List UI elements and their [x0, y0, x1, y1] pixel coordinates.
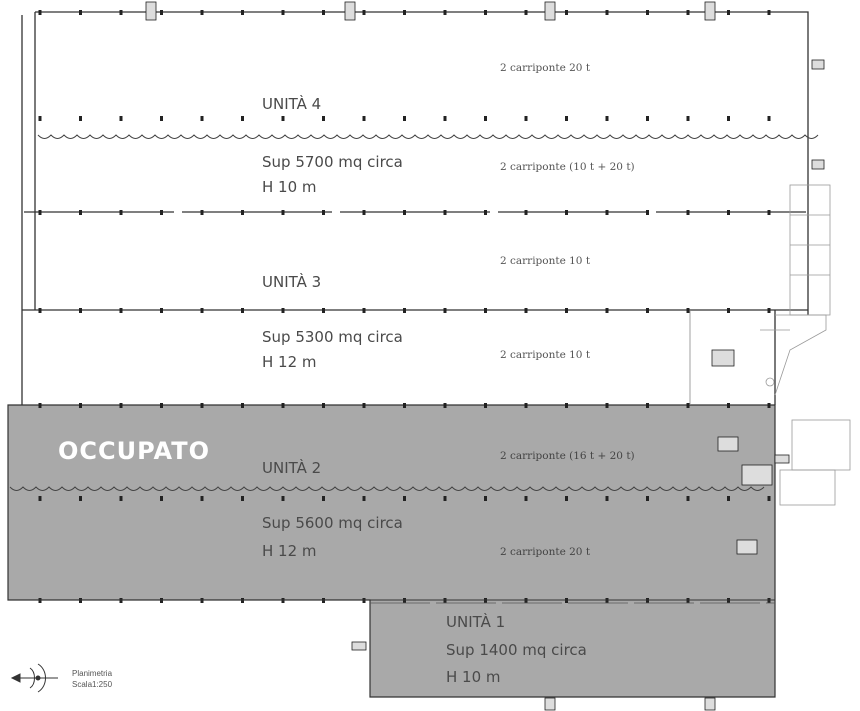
- column-mark: [363, 403, 366, 408]
- column-mark: [39, 210, 42, 215]
- column-mark: [565, 116, 568, 121]
- column-mark: [768, 403, 771, 408]
- column-mark: [160, 116, 163, 121]
- column-mark: [363, 308, 366, 313]
- column-mark: [403, 496, 406, 501]
- column-mark: [201, 308, 204, 313]
- column-mark: [484, 10, 487, 15]
- column-mark: [282, 403, 285, 408]
- column-mark: [39, 308, 42, 313]
- column-mark: [282, 210, 285, 215]
- unit-2-crane-1: 2 carriponte (16 t + 20 t): [500, 450, 635, 462]
- unit-4-area: Sup 5700 mq circa: [262, 153, 403, 171]
- column-mark: [565, 496, 568, 501]
- column-mark: [363, 10, 366, 15]
- column-mark: [646, 403, 649, 408]
- unit-2-crane-2: 2 carriponte 20 t: [500, 546, 591, 558]
- column-mark: [565, 210, 568, 215]
- column-mark: [727, 308, 730, 313]
- column-mark: [322, 308, 325, 313]
- column-mark: [322, 10, 325, 15]
- column-mark: [363, 116, 366, 121]
- column-mark: [403, 116, 406, 121]
- column-mark: [160, 10, 163, 15]
- column-mark: [606, 496, 609, 501]
- column-mark: [606, 403, 609, 408]
- column-mark: [484, 210, 487, 215]
- unit-2-height: H 12 m: [262, 542, 317, 560]
- unit-2-area: Sup 5600 mq circa: [262, 514, 403, 532]
- column-mark: [241, 308, 244, 313]
- column-mark: [525, 10, 528, 15]
- unit-1-name: UNITÀ 1: [446, 613, 506, 631]
- column-mark: [687, 308, 690, 313]
- unit-3-height: H 12 m: [262, 353, 317, 371]
- column-mark: [646, 308, 649, 313]
- column-mark: [525, 116, 528, 121]
- column-mark: [687, 116, 690, 121]
- column-mark: [727, 403, 730, 408]
- column-mark: [322, 496, 325, 501]
- column-mark: [687, 403, 690, 408]
- occupied-label: OCCUPATO: [58, 437, 210, 465]
- column-mark: [768, 496, 771, 501]
- column-mark: [768, 10, 771, 15]
- column-mark: [606, 10, 609, 15]
- unit-3-area: Sup 5300 mq circa: [262, 328, 403, 346]
- column-mark: [160, 210, 163, 215]
- column-mark: [39, 10, 42, 15]
- column-mark: [79, 10, 82, 15]
- column-mark: [687, 496, 690, 501]
- column-mark: [727, 10, 730, 15]
- column-mark: [484, 116, 487, 121]
- column-mark: [646, 496, 649, 501]
- column-mark: [484, 403, 487, 408]
- column-mark: [39, 403, 42, 408]
- column-mark: [768, 308, 771, 313]
- column-mark: [363, 496, 366, 501]
- column-mark: [444, 308, 447, 313]
- column-mark: [201, 496, 204, 501]
- column-mark: [565, 403, 568, 408]
- column-mark: [525, 403, 528, 408]
- unit-2-name: UNITÀ 2: [262, 459, 322, 477]
- legend-title: Planimetria: [72, 669, 113, 678]
- unit-4-crane-2: 2 carriponte (10 t + 20 t): [500, 161, 635, 173]
- column-mark: [241, 10, 244, 15]
- unit-3-crane-1: 2 carriponte 10 t: [500, 255, 591, 267]
- building-outline: [22, 12, 808, 405]
- unit-1-height: H 10 m: [446, 668, 501, 686]
- column-mark: [727, 496, 730, 501]
- column-mark: [606, 308, 609, 313]
- column-mark: [444, 10, 447, 15]
- column-mark: [525, 308, 528, 313]
- column-mark: [768, 210, 771, 215]
- column-mark: [39, 116, 42, 121]
- column-mark: [120, 496, 123, 501]
- column-mark: [79, 210, 82, 215]
- column-mark: [322, 116, 325, 121]
- column-mark: [282, 496, 285, 501]
- column-mark: [282, 116, 285, 121]
- column-mark: [606, 210, 609, 215]
- column-mark: [403, 308, 406, 313]
- column-mark: [241, 403, 244, 408]
- north-arrow-icon: [12, 664, 58, 692]
- unit-4-name: UNITÀ 4: [262, 95, 322, 113]
- column-mark: [727, 210, 730, 215]
- column-mark: [79, 403, 82, 408]
- column-mark: [39, 496, 42, 501]
- column-mark: [120, 308, 123, 313]
- column-mark: [79, 496, 82, 501]
- column-mark: [646, 116, 649, 121]
- column-mark: [727, 116, 730, 121]
- unit-3-name: UNITÀ 3: [262, 273, 322, 291]
- column-mark: [201, 10, 204, 15]
- column-mark: [120, 10, 123, 15]
- unit-3-crane-2: 2 carriponte 10 t: [500, 349, 591, 361]
- column-mark: [322, 403, 325, 408]
- column-mark: [79, 308, 82, 313]
- column-mark: [79, 116, 82, 121]
- column-mark: [444, 496, 447, 501]
- column-mark: [606, 116, 609, 121]
- column-mark: [565, 10, 568, 15]
- column-mark: [201, 403, 204, 408]
- column-mark: [403, 210, 406, 215]
- column-mark: [241, 210, 244, 215]
- column-mark: [646, 210, 649, 215]
- column-mark: [282, 308, 285, 313]
- column-mark: [646, 10, 649, 15]
- column-mark: [444, 210, 447, 215]
- column-mark: [403, 10, 406, 15]
- column-mark: [120, 403, 123, 408]
- column-mark: [484, 308, 487, 313]
- column-mark: [160, 496, 163, 501]
- column-mark: [444, 116, 447, 121]
- column-mark: [322, 210, 325, 215]
- column-mark: [241, 116, 244, 121]
- column-mark: [768, 116, 771, 121]
- column-mark: [120, 210, 123, 215]
- column-mark: [484, 496, 487, 501]
- column-mark: [120, 116, 123, 121]
- column-mark: [363, 210, 366, 215]
- unit-4-crane-1: 2 carriponte 20 t: [500, 62, 591, 74]
- column-mark: [565, 308, 568, 313]
- column-mark: [687, 10, 690, 15]
- unit-4-height: H 10 m: [262, 178, 317, 196]
- column-mark: [282, 10, 285, 15]
- column-mark: [241, 496, 244, 501]
- crane-rail-unit-4: [38, 135, 818, 139]
- column-mark: [444, 403, 447, 408]
- column-mark: [201, 116, 204, 121]
- unit-1-area: Sup 1400 mq circa: [446, 641, 587, 659]
- column-mark: [160, 403, 163, 408]
- column-mark: [403, 403, 406, 408]
- column-mark: [525, 210, 528, 215]
- legend-scale: Scala1:250: [72, 680, 113, 689]
- column-mark: [201, 210, 204, 215]
- column-mark: [687, 210, 690, 215]
- column-mark: [160, 308, 163, 313]
- column-mark: [525, 496, 528, 501]
